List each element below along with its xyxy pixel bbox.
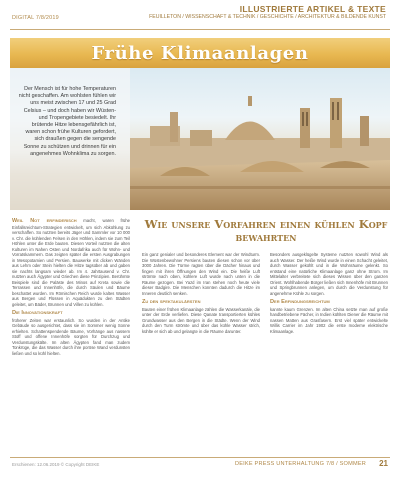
column-3-subheading: Der Erfindungsreichtum	[270, 299, 330, 305]
column-3-paragraph-1: Besonders ausgeklügelte Systeme nutzten sowohl Wind als auch Wasser. Der heiße Wind wurde in einen Schacht geleitet, durch Wasser gekühlt und in die Wohnräume gelenkt. So entstand eine natürliche Klimaanlage ganz ohne Strom. Im Mittelalter verbreitete sich dieses Wissen über den ganzen Orient. Wohlhabende Bürger ließen sich Innenhöfe mit Brunnen und Springbrunnen anlegen, um durch die Verdunstung für angenehme Kühle zu sorgen.	[270, 252, 388, 296]
issue-label: DIGITAL 7/8/2019	[12, 15, 59, 21]
column-2-paragraph-2: Bauten einer frühen Klimaanlage zählen die Wasserkanäle, die unter der Erde verliefen. Diese Qanate transportierten kühles Grundwasser aus den Bergen in die Städte. Wenn der Wind durch den Turm strömte und über das kühle Wasser strich, kühlte er sich ab und gelangte in die Räume darunter.	[142, 306, 260, 334]
article-headline: Wie unsere Vorfahren einen kühlen Kopf bewahrten	[144, 217, 388, 244]
column-1-paragraph-2: früherer Zeiten war erstaunlich. So wurden in der Antike Gebäude so ausgerichtet, dass sie im Sommer wenig Sonne erhielten. Schattenspendende Bäume, Vorhänge aus nassem Stoff und offene Innenhöfe sorgten für Durchzug und Verdunstungskälte. Im alten Ägypten fand man zudem Tonkrüge, die das Wasser durch ihre poröse Wand verdunsten ließen und so kühl hielten.	[12, 317, 130, 356]
footer-publication: DEIKE PRESS UNTERHALTUNG 7/8 / SOMMER	[234, 461, 366, 467]
section-title: ILLUSTRIERTE ARTIKEL & TEXTE	[239, 4, 386, 14]
footer-credit: Erschienen: 12.06.2019 © Copyright DEIKE	[12, 462, 100, 467]
page-header	[0, 0, 400, 30]
header-divider	[10, 29, 390, 30]
footer-divider	[10, 457, 390, 458]
title-band	[10, 38, 390, 68]
intro-paragraph: Der Mensch ist für hohe Temperaturen nicht geschaffen. Am wohlsten fühlen wir uns meist zwischen 17 und 25 Grad Celsius – und doch haben wir Wüsten- und Tropengebiete besiedelt. Ihr brütende Hitze lebensgefährlich ist, waren schon frühe Kulturen gefordert, sich draußen gegen die sengende Sonne zu schützen und drinnen für ein angenehmes Wohnklima zu sorgen.	[18, 86, 116, 157]
article-title: Frühe Klimaanlagen	[91, 43, 309, 64]
page-number: 21	[379, 459, 388, 468]
column-1-paragraph-1: macht, waren frühe Einfallsreichtum-Strategien entwickelt, um sich Abkühlung zu verschaffen. So nutzten bereits Jäger und Sammler vor 10 000 v. Chr. die kühlenden Felsen in den Höhlen, indem sie zum Teil Höhlen unter die Erde bauten. Diesen Vorteil nutzten die alten Kulturen im Nahen Osten und Nordafrika auch für Wohn- und Vorratskammern. Das zeigten später die ersten Ausgrabungen in Mesopotamien und Persien. Bauwerke mit dicken Wänden aus Lehm oder Stein hielten die Hitze tagsüber ab und gaben sie nachts langsam wieder ab. Im 4. Jahrtausend v. Chr. nutzten auch Ägypter und Griechen diese Prinzipien. Berühmte Beispiele sind die Paläste des Minos auf Kreta sowie die Terrassen und Innenhöfe, die durch Säulen und Bäume beschattet wurden. Im Römischen Reich wurde kaltes Wasser aus Bergen und Flüssen in Aquädukten zu den Städten geleitet, um Bäder, Brunnen und Villen zu kühlen.	[12, 218, 130, 307]
column-3	[270, 252, 388, 334]
column-1	[12, 218, 130, 356]
column-2-subheading: Zu den spektakulärsten	[142, 299, 201, 305]
column-3-paragraph-2: kannte kaum Grenzen. Im alten China setzte man auf große handbetriebene Fächer, in Indien kühlten Diener die Räume mit nassen Matten aus Grasfasern. Erst viel später entwickelte Willis Carrier im Jahr 1902 die erste moderne elektrische Klimaanlage.	[270, 306, 388, 334]
column-1-lead: Weil Not erfinderisch	[12, 218, 77, 224]
column-2-paragraph-1: Ein ganz genialer und besonderes Element war der Windturm. Die Wüstenbewohner Persiens bauten diesen schon vor über 3000 Jahren. Die Türme ragten über die Dächer hinaus und fingen mit ihren Öffnungen den Wind ein. Die heiße Luft strömte nach oben, kühlere Luft wurde nach unten in die Räume gezogen. Bei Yazd im Iran stehen noch heute viele dieser Badgire. Die Menschen konnten dadurch die Hitze im Inneren deutlich senken.	[142, 252, 260, 296]
section-subtitle: FEUILLETON / WISSENSCHAFT & TECHNIK / GESCHICHTE / ARCHITEKTUR & BILDENDE KUNST	[149, 14, 386, 20]
column-1-subheading: Die Innovationskraft	[12, 310, 63, 316]
column-2	[142, 252, 260, 334]
